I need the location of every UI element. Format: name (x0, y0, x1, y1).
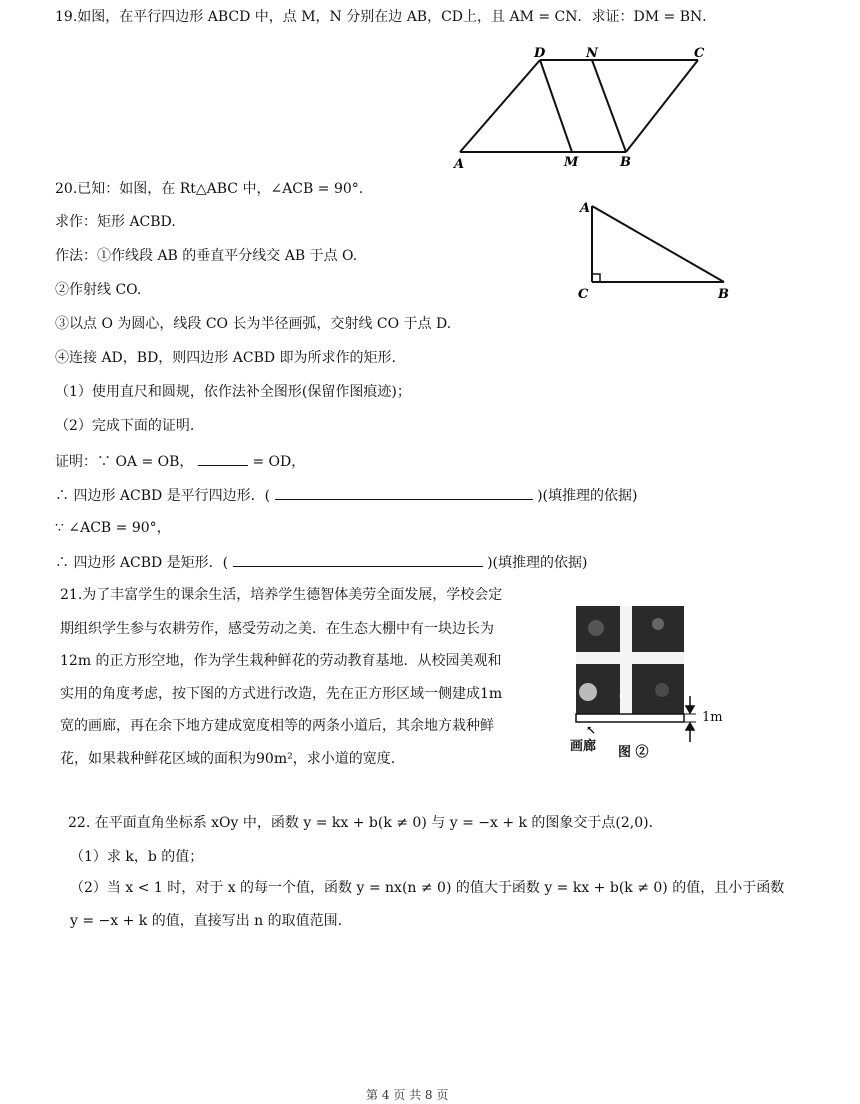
gallery-pointer: ↖ (586, 723, 597, 737)
q20-line8: （2）完成下面的证明. (55, 418, 195, 434)
gallery-label: 画廊 (570, 739, 597, 754)
q20-proof-line2 (55, 485, 637, 505)
q20-proof1-a: 证明：∵ OA = OB， (55, 454, 194, 470)
q21-line5: 宽的画廊，再在余下地方建成宽度相等的两条小道后，其余地方栽种鲜 (60, 718, 494, 734)
label-B: B (718, 287, 729, 302)
label-C: C (694, 46, 705, 61)
q22-line4: y = −x + k 的值，直接写出 n 的取值范围. (70, 913, 343, 929)
q20-proof2-b: )(填推理的依据) (537, 488, 638, 504)
label-A: A (580, 201, 591, 216)
q20-line4: ②作射线 CO. (55, 282, 142, 298)
answer-blank-3[interactable] (233, 552, 483, 567)
q20-line3: 作法：①作线段 AB 的垂直平分线交 AB 于点 O. (55, 248, 358, 264)
q20-proof-line4 (55, 552, 587, 572)
width-label: 1m (702, 710, 723, 725)
answer-blank-2[interactable] (275, 485, 533, 500)
q20-line6: ④连接 AD，BD，则四边形 ACBD 即为所求作的矩形. (55, 350, 396, 366)
parallelogram-figure (448, 44, 718, 172)
q20-proof1-b: = OD， (252, 454, 306, 470)
answer-blank-1[interactable] (198, 451, 248, 466)
q21-line1: 21.为了丰富学生的课余生活，培养学生德智体美劳全面发展，学校会定 (60, 587, 503, 603)
q20-proof-line3: ∵ ∠ACB = 90°， (55, 520, 171, 536)
q22-line1: 22. 在平面直角坐标系 xOy 中，函数 y = kx + b(k ≠ 0) 与 y = −x + k 的图象交于点(2,0)． (68, 815, 663, 831)
q21-line6: 花，如果栽种鲜花区域的面积为90m²，求小道的宽度. (60, 751, 396, 767)
label-D: D (534, 46, 546, 61)
q21-line4: 实用的角度考虑，按下图的方式进行改造，先在正方形区域一侧建成1m (60, 686, 503, 702)
horizontal-path (576, 652, 684, 664)
q20-proof4-b: )(填推理的依据) (487, 555, 588, 571)
q20-line1: 20.已知：如图，在 Rt△ABC 中，∠ACB = 90°. (55, 181, 364, 197)
label-A: A (454, 157, 465, 172)
label-M: M (564, 155, 579, 170)
q20-line7: （1）使用直尺和圆规，依作法补全图形(保留作图痕迹)； (55, 384, 411, 400)
gallery-strip (576, 714, 684, 722)
label-N: N (586, 46, 598, 61)
right-triangle-figure (572, 196, 742, 302)
q21-line2: 期组织学生参与农耕劳作，感受劳动之美．在生态大棚中有一块边长为 (60, 621, 494, 637)
figure-caption: 图 ② (618, 745, 649, 760)
label-C: C (578, 287, 589, 302)
q20-proof2-a: ∴ 四边形 ACBD 是平行四边形．( (55, 488, 271, 504)
label-B: B (620, 155, 631, 170)
q22-line3: （2）当 x < 1 时，对于 x 的每一个值，函数 y = nx(n ≠ 0) 的值大于函数 y = kx + b(k ≠ 0) 的值，且小于函数 (70, 880, 785, 896)
q20-proof4-a: ∴ 四边形 ACBD 是矩形．( (55, 555, 229, 571)
q20-line5: ③以点 O 为圆心，线段 CO 长为半径画弧，交射线 CO 于点 D. (55, 316, 452, 332)
q20-line2: 求作：矩形 ACBD. (55, 214, 176, 230)
q19-text: 19.如图，在平行四边形 ABCD 中，点 M，N 分别在边 AB，CD上，且 AM = CN．求证：DM = BN． (55, 9, 717, 25)
q21-line3: 12m 的正方形空地，作为学生栽种鲜花的劳动教育基地．从校园美观和 (60, 653, 502, 669)
q20-proof-line1 (55, 451, 305, 471)
page-footer: 第 4 页 共 8 页 (366, 1088, 449, 1102)
q22-line2: （1）求 k，b 的值； (70, 849, 204, 865)
